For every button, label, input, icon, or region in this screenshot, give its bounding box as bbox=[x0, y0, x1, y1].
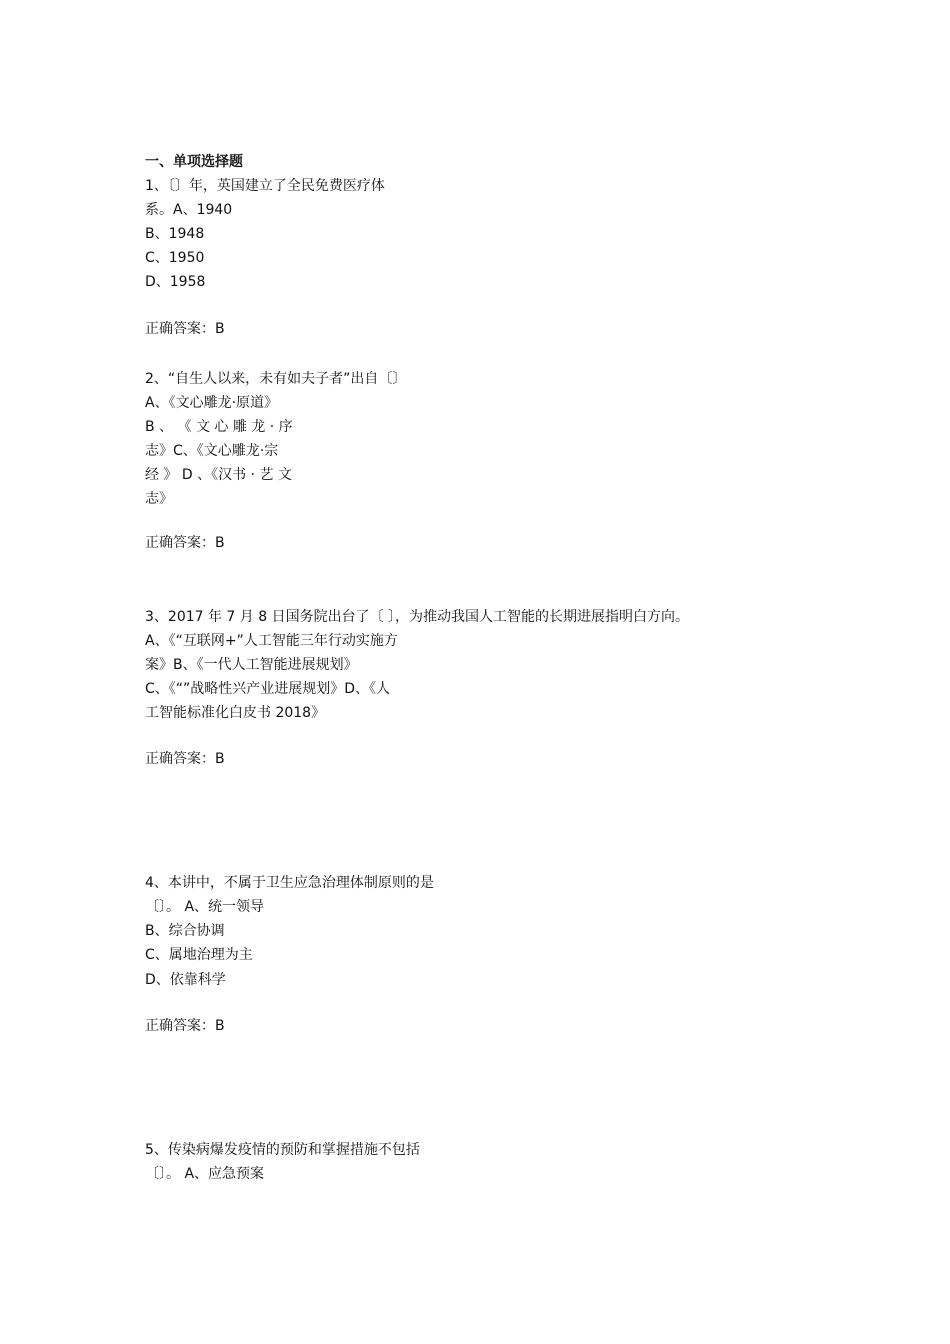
question-1-option-b: B、1948 bbox=[145, 226, 205, 242]
question-3-option-b: 案》B、《一代人工智能进展规划》 bbox=[145, 657, 358, 673]
question-1-answer: 正确答案：B bbox=[145, 321, 225, 337]
question-3-stem: 3、2017 年 7 月 8 日国务院出台了〔 〕，为推动我国人工智能的长期进展指明白方向。 bbox=[145, 609, 690, 625]
question-2-option-b: B 、 《 文 心 雕 龙 · 序 bbox=[145, 419, 293, 435]
question-2-option-d-cont: 志》 bbox=[145, 491, 173, 507]
question-4-stem: 4、本讲中，不属于卫生应急治理体制原则的是 bbox=[145, 875, 434, 891]
question-4-option-a: 〔〕。 A、统一领导 bbox=[145, 899, 265, 915]
question-3-answer: 正确答案：B bbox=[145, 751, 225, 767]
question-5-stem: 5、传染病爆发疫情的预防和掌握措施不包括 bbox=[145, 1142, 420, 1158]
question-1-option-a: 系。A、1940 bbox=[145, 202, 233, 218]
question-4-option-c: C、属地治理为主 bbox=[145, 947, 253, 963]
question-1-option-d: D、1958 bbox=[145, 274, 206, 290]
question-2-stem: 2、“自生人以来，未有如夫子者”出自〔〕 bbox=[145, 371, 407, 387]
section-title: 一、单项选择题 bbox=[145, 154, 243, 170]
question-3-option-c: C、《“”战略性兴产业进展规划》D、《人 bbox=[145, 681, 391, 697]
question-3-option-d: 工智能标准化白皮书 2018》 bbox=[145, 705, 326, 721]
question-4-option-b: B、综合协调 bbox=[145, 923, 225, 939]
question-5-option-a: 〔〕。 A、应急预案 bbox=[145, 1166, 265, 1182]
question-2-option-c: 志》C、《文心雕龙·宗 bbox=[145, 443, 279, 459]
question-4-option-d: D、依靠科学 bbox=[145, 972, 226, 988]
question-1-option-c: C、1950 bbox=[145, 250, 205, 266]
question-4-answer: 正确答案：B bbox=[145, 1018, 225, 1034]
question-3-option-a: A、《“互联网+”人工智能三年行动实施方 bbox=[145, 633, 398, 649]
question-2-option-d: 经 》 D 、《汉书 · 艺 文 bbox=[145, 467, 292, 483]
question-1-stem: 1、〔〕年，英国建立了全民免费医疗体 bbox=[145, 178, 385, 194]
question-2-answer: 正确答案：B bbox=[145, 535, 225, 551]
question-2-option-a: A、《文心雕龙·原道》 bbox=[145, 395, 279, 411]
